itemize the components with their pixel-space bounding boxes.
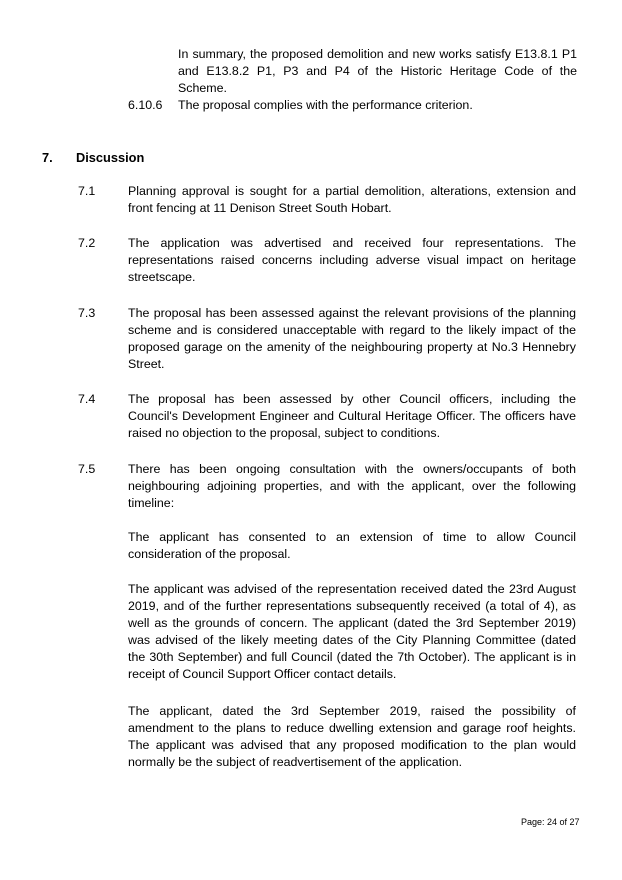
item-text-7-4: The proposal has been assessed by other Council officers, including the Council's Development Engineer and Cultural Heritage Officer. The officers have raised no objection to the proposal, subject to conditions. — [128, 392, 576, 440]
item-number-6-10-6: 6.10.6 — [128, 98, 163, 112]
item-text-7-1: Planning approval is sought for a partial demolition, alterations, extension and front fencing at 11 Denison Street South Hobart. — [128, 184, 576, 215]
page-number: Page: 24 of 27 — [521, 817, 580, 827]
summary-paragraph: In summary, the proposed demolition and new works satisfy E13.8.1 P1 and E13.8.2 P1, P3 and P4 of the Historic Heritage Code of the Scheme. — [178, 47, 577, 95]
item-number-7-1: 7.1 — [78, 184, 96, 198]
section-number: 7. — [42, 150, 53, 165]
item-number-7-2: 7.2 — [78, 236, 96, 250]
timeline-paragraph-2: The applicant was advised of the representation received dated the 23rd August 2019, and of the further representations subsequently received (a total of 4), as well as the grounds of concern. The applicant (dated the 3rd September 2019) was advised of the likely meeting dates of the City Planning Committee (dated the 30th September) and full Council (dated the 7th October). The applicant is in receipt of Council Support Officer contact details. — [128, 582, 576, 681]
item-text-6-10-6: The proposal complies with the performance criterion. — [178, 98, 473, 112]
item-text-7-5: There has been ongoing consultation with the owners/occupants of both neighbouring adjoining properties, and with the applicant, over the following timeline: — [128, 462, 576, 510]
item-number-7-4: 7.4 — [78, 392, 96, 406]
item-text-7-3: The proposal has been assessed against the relevant provisions of the planning scheme and is considered unacceptable with regard to the likely impact of the proposed garage on the amenity of the neighbouring property at No.3 Hennebry Street. — [128, 306, 576, 371]
item-number-7-3: 7.3 — [78, 306, 96, 320]
section-title: Discussion — [76, 150, 145, 165]
item-number-7-5: 7.5 — [78, 462, 96, 476]
timeline-paragraph-1: The applicant has consented to an extension of time to allow Council consideration of the proposal. — [128, 530, 576, 561]
item-text-7-2: The application was advertised and received four representations. The representations raised concerns including adverse visual impact on heritage streetscape. — [128, 236, 576, 284]
timeline-paragraph-3: The applicant, dated the 3rd September 2019, raised the possibility of amendment to the plans to reduce dwelling extension and garage roof heights. The applicant was advised that any proposed modification to the plan would normally be the subject of readvertisement of the application. — [128, 704, 576, 769]
